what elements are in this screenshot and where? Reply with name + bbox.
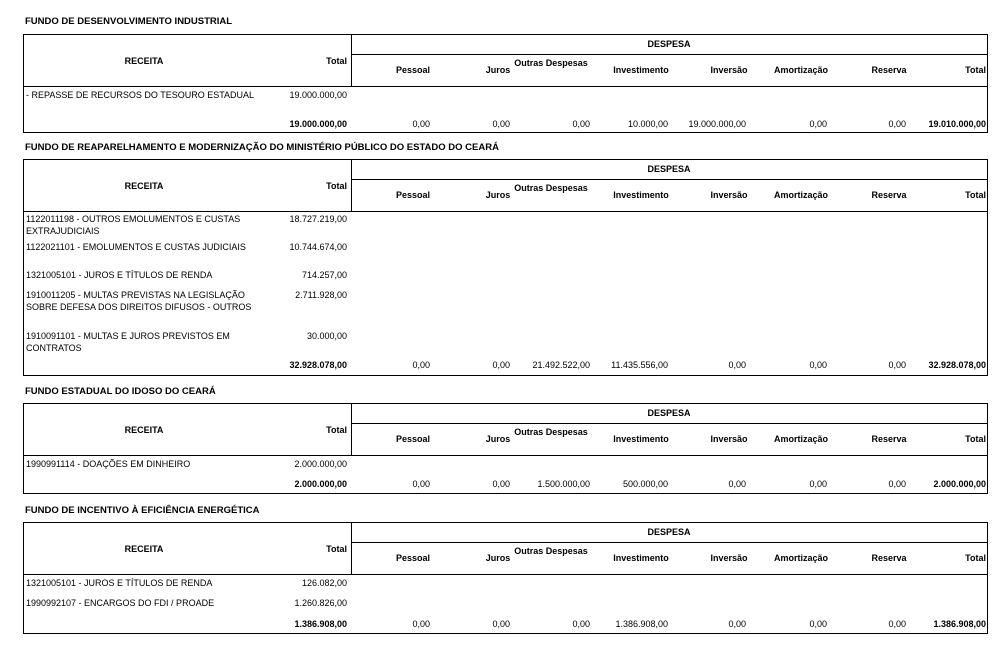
receita-value: 18.727.219,00 bbox=[289, 214, 347, 224]
fund-title: FUNDO ESTADUAL DO IDOSO DO CEARÁ bbox=[25, 386, 216, 397]
despesa-value: 0,00 bbox=[809, 119, 827, 129]
despesa-column-header: Pessoal bbox=[395, 190, 431, 200]
receita-value: 2.000.000,00 bbox=[294, 459, 347, 469]
despesa-column-header: Reserva bbox=[871, 553, 907, 563]
despesa-value: 2.000.000,00 bbox=[933, 479, 986, 489]
despesa-value: 0,00 bbox=[809, 479, 827, 489]
despesa-column-header: Investimento bbox=[613, 553, 669, 563]
despesa-header: DESPESA bbox=[647, 408, 691, 418]
despesa-column-header: Amortização bbox=[773, 434, 828, 444]
despesa-value: 0,00 bbox=[412, 479, 430, 489]
despesa-value: 1.386.908,00 bbox=[615, 619, 668, 629]
header-split-line bbox=[351, 542, 987, 543]
despesa-value: 0,00 bbox=[888, 119, 906, 129]
receita-value: 1.260.826,00 bbox=[294, 598, 347, 608]
receita-item: 1990992107 - ENCARGOS DO FDI / PROADE bbox=[26, 598, 215, 608]
despesa-column-header: Juros bbox=[485, 190, 511, 200]
despesa-column-header: Inversão bbox=[710, 190, 748, 200]
despesa-value: 0,00 bbox=[492, 360, 510, 370]
despesa-column-header: Pessoal bbox=[395, 553, 431, 563]
despesa-value: 500.000,00 bbox=[622, 479, 668, 489]
despesa-column-header: Amortização bbox=[773, 65, 828, 75]
despesa-column-header: Juros bbox=[485, 553, 511, 563]
despesa-value: 32.928.078,00 bbox=[928, 360, 986, 370]
despesa-column-header: Reserva bbox=[871, 434, 907, 444]
receita-value: 10.744.674,00 bbox=[289, 242, 347, 252]
receita-item: 1122011198 - OUTROS EMOLUMENTOS E CUSTAS EXTRAJUDICIAIS bbox=[26, 214, 241, 236]
despesa-column-header: Outras Despesas bbox=[514, 546, 588, 556]
despesa-column-header: Total bbox=[965, 553, 986, 563]
receita-value: 2.711.928,00 bbox=[295, 290, 347, 300]
fund-title: FUNDO DE DESENVOLVIMENTO INDUSTRIAL bbox=[25, 16, 233, 27]
despesa-value: 0,00 bbox=[728, 360, 746, 370]
despesa-value: 0,00 bbox=[728, 619, 746, 629]
despesa-value: 10.000,00 bbox=[627, 119, 668, 129]
header-split-line bbox=[351, 423, 987, 424]
despesa-header: DESPESA bbox=[647, 39, 691, 49]
despesa-value: 0,00 bbox=[492, 119, 510, 129]
despesa-value: 0,00 bbox=[809, 360, 827, 370]
despesa-column-header: Pessoal bbox=[395, 434, 431, 444]
fund-table bbox=[23, 159, 988, 376]
receita-value: 714.257,00 bbox=[301, 270, 347, 280]
fund-table bbox=[23, 522, 988, 634]
receita-item: 1990991114 - DOAÇÕES EM DINHEIRO bbox=[26, 459, 191, 469]
receita-header: RECEITA bbox=[124, 181, 164, 191]
receita-item: - REPASSE DE RECURSOS DO TESOURO ESTADUAL bbox=[26, 90, 255, 100]
despesa-value: 11.435.556,00 bbox=[611, 360, 668, 370]
receita-total: 19.000.000,00 bbox=[289, 119, 347, 129]
receita-value: 30.000,00 bbox=[306, 331, 347, 341]
despesa-header: DESPESA bbox=[647, 164, 691, 174]
despesa-column-header: Outras Despesas bbox=[514, 58, 588, 68]
despesa-column-header: Pessoal bbox=[395, 65, 431, 75]
despesa-header: DESPESA bbox=[647, 527, 691, 537]
despesa-value: 21.492.522,00 bbox=[532, 360, 590, 370]
header-bottom-line bbox=[24, 455, 987, 456]
despesa-value: 0,00 bbox=[492, 479, 510, 489]
despesa-value: 0,00 bbox=[888, 619, 906, 629]
despesa-column-header: Inversão bbox=[710, 434, 748, 444]
receita-item: 1910011205 - MULTAS PREVISTAS NA LEGISLAÇÃO SOBRE DEFESA DOS DIREITOS DIFUSOS - OUTROS bbox=[26, 290, 252, 312]
despesa-value: 0,00 bbox=[412, 619, 430, 629]
receita-total-header: Total bbox=[326, 425, 347, 435]
fund-title: FUNDO DE REAPARELHAMENTO E MODERNIZAÇÃO DO MINISTÉRIO PÚBLICO DO ESTADO DO CEARÁ bbox=[25, 142, 499, 153]
despesa-value: 0,00 bbox=[888, 360, 906, 370]
despesa-column-header: Reserva bbox=[871, 190, 907, 200]
header-split-line bbox=[351, 179, 987, 180]
despesa-column-header: Inversão bbox=[710, 65, 748, 75]
receita-total-header: Total bbox=[326, 181, 347, 191]
despesa-value: 1.386.908,00 bbox=[933, 619, 986, 629]
despesa-value: 19.010.000,00 bbox=[928, 119, 986, 129]
receita-value: 19.000.000,00 bbox=[289, 90, 347, 100]
despesa-value: 0,00 bbox=[809, 619, 827, 629]
header-bottom-line bbox=[24, 211, 987, 212]
receita-item: 1122021101 - EMOLUMENTOS E CUSTAS JUDICIAIS bbox=[26, 242, 246, 252]
fund-table bbox=[23, 403, 988, 494]
fund-title: FUNDO DE INCENTIVO À EFICIÊNCIA ENERGÉTICA bbox=[25, 505, 260, 516]
despesa-column-header: Juros bbox=[485, 65, 511, 75]
despesa-column-header: Juros bbox=[485, 434, 511, 444]
receita-header: RECEITA bbox=[124, 425, 164, 435]
despesa-column-header: Amortização bbox=[773, 190, 828, 200]
despesa-value: 0,00 bbox=[888, 479, 906, 489]
receita-item: 1910091101 - MULTAS E JUROS PREVISTOS EM CONTRATOS bbox=[26, 331, 230, 353]
despesa-value: 0,00 bbox=[492, 619, 510, 629]
despesa-column-header: Investimento bbox=[613, 190, 669, 200]
fund-table bbox=[23, 34, 988, 133]
despesa-value: 0,00 bbox=[572, 119, 590, 129]
receita-total-header: Total bbox=[326, 544, 347, 554]
despesa-column-header: Investimento bbox=[613, 65, 669, 75]
header-bottom-line bbox=[24, 574, 987, 575]
receita-value: 126.082,00 bbox=[301, 578, 347, 588]
despesa-value: 0,00 bbox=[572, 619, 590, 629]
header-split-line bbox=[351, 54, 987, 55]
receita-total: 2.000.000,00 bbox=[294, 479, 347, 489]
despesa-column-header: Investimento bbox=[613, 434, 669, 444]
receita-total-header: Total bbox=[326, 56, 347, 66]
despesa-value: 0,00 bbox=[728, 479, 746, 489]
receita-header: RECEITA bbox=[124, 544, 164, 554]
despesa-column-header: Outras Despesas bbox=[514, 427, 588, 437]
receita-header: RECEITA bbox=[124, 56, 164, 66]
header-bottom-line bbox=[24, 86, 987, 87]
despesa-column-header: Reserva bbox=[871, 65, 907, 75]
despesa-column-header: Amortização bbox=[773, 553, 828, 563]
receita-total: 1.386.908,00 bbox=[294, 619, 347, 629]
despesa-column-header: Total bbox=[965, 65, 986, 75]
despesa-column-header: Outras Despesas bbox=[514, 183, 588, 193]
despesa-column-header: Inversão bbox=[710, 553, 748, 563]
despesa-value: 0,00 bbox=[412, 360, 430, 370]
receita-item: 1321005101 - JUROS E TÍTULOS DE RENDA bbox=[26, 578, 213, 588]
despesa-value: 1.500.000,00 bbox=[537, 479, 590, 489]
despesa-column-header: Total bbox=[965, 190, 986, 200]
despesa-value: 19.000.000,00 bbox=[688, 119, 746, 129]
receita-item: 1321005101 - JUROS E TÍTULOS DE RENDA bbox=[26, 270, 213, 280]
despesa-value: 0,00 bbox=[412, 119, 430, 129]
despesa-column-header: Total bbox=[965, 434, 986, 444]
receita-total: 32.928.078,00 bbox=[289, 360, 347, 370]
